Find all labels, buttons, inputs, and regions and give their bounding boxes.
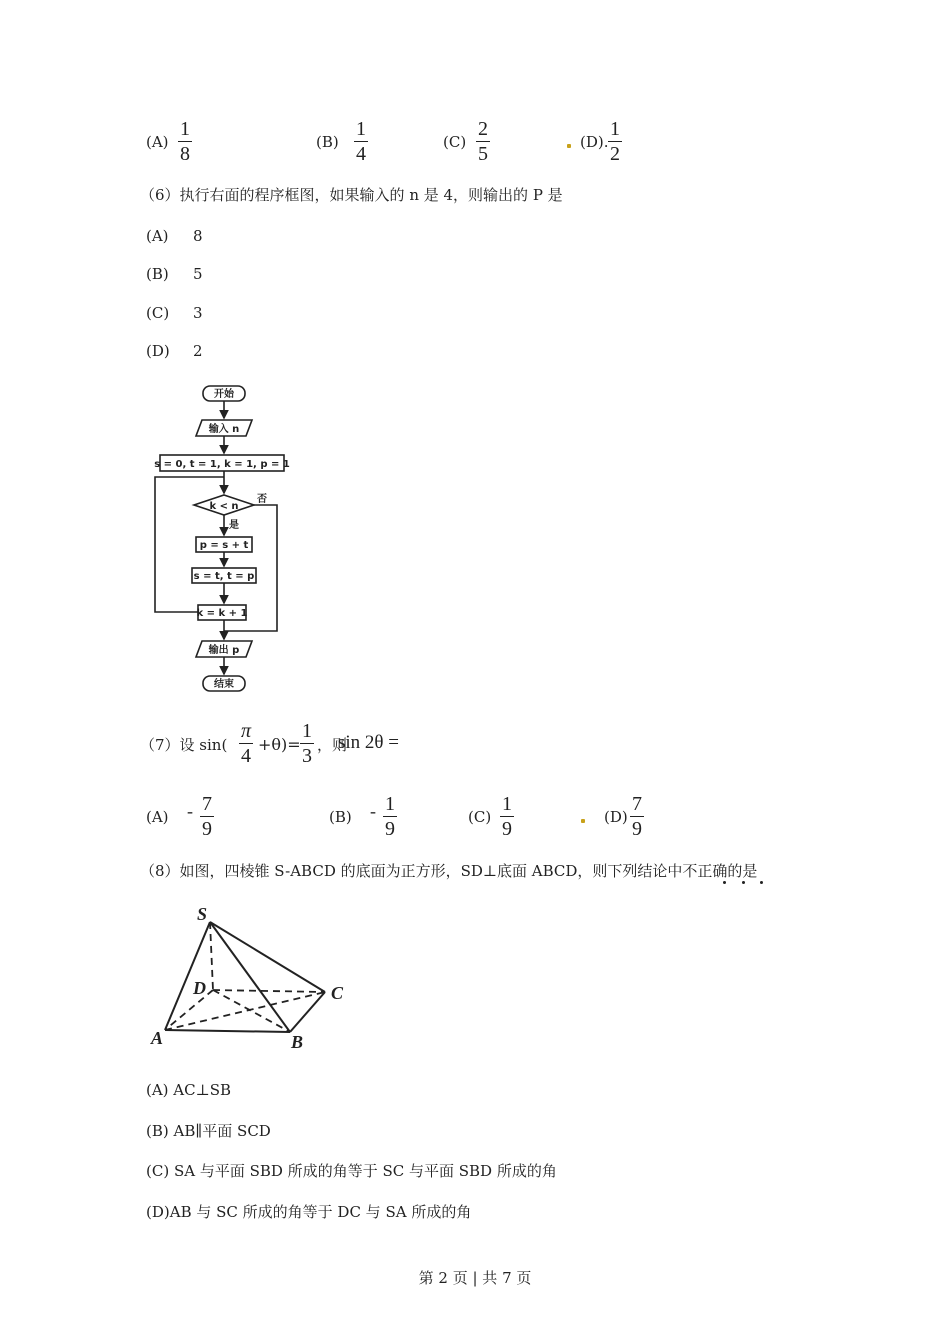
vertex-label-b: B bbox=[291, 1032, 304, 1052]
marker-dot bbox=[567, 144, 571, 148]
q7-option-d-label: (D) bbox=[604, 808, 628, 826]
flow-condition-text: k < n bbox=[209, 501, 239, 512]
edge-sc bbox=[210, 922, 325, 992]
flow-init-text: s = 0, t = 1, k = 1, p = 1 bbox=[154, 459, 290, 470]
numerator: 7 bbox=[632, 793, 642, 815]
q8-option-a: (A) AC⊥SB bbox=[146, 1081, 232, 1099]
q6-option-d-label: (D) bbox=[146, 342, 170, 360]
pyramid-diagram bbox=[145, 900, 360, 1055]
edge-ab bbox=[165, 1030, 290, 1032]
q8-stem: （8）如图，四棱锥 S-ABCD 的底面为正方形，SD⊥底面 ABCD，则下列结论中不正确的是 bbox=[140, 862, 758, 880]
numerator: 2 bbox=[478, 118, 488, 140]
denominator: 5 bbox=[478, 143, 488, 165]
q5-option-a-fraction bbox=[178, 118, 192, 165]
q7-suffix: ，则 bbox=[317, 736, 348, 754]
q5-option-c-fraction bbox=[476, 118, 490, 165]
vertex-label-s: S bbox=[197, 904, 208, 924]
q6-option-c-value: 3 bbox=[193, 304, 203, 322]
denominator: 2 bbox=[610, 143, 620, 165]
vertex-label-a: A bbox=[151, 1028, 164, 1048]
flow-yes-label: 是 bbox=[229, 520, 239, 531]
q6-stem: （6）执行右面的程序框图，如果输入的 n 是 4，则输出的 P 是 bbox=[140, 186, 563, 204]
q7-prefix: （7）设 sin( bbox=[140, 736, 228, 754]
q7-sin2theta: sin 2θ = bbox=[338, 732, 399, 753]
q7-option-a-label: (A) bbox=[146, 808, 169, 826]
edge-sa bbox=[165, 922, 210, 1030]
program-flowchart bbox=[150, 380, 290, 695]
q6-option-a-label: (A) bbox=[146, 227, 169, 245]
flow-step3-text: k = k + 1 bbox=[196, 608, 248, 619]
vertex-label-c: C bbox=[331, 983, 344, 1003]
q8-option-b: (B) AB∥平面 SCD bbox=[146, 1122, 271, 1140]
emphasis-dot bbox=[760, 881, 763, 884]
page-footer: 第 2 页 | 共 7 页 bbox=[418, 1269, 532, 1287]
q5-option-d-fraction bbox=[608, 118, 622, 165]
numerator: 1 bbox=[180, 118, 190, 140]
numerator: 1 bbox=[385, 793, 395, 815]
denominator: 4 bbox=[356, 143, 366, 165]
q6-option-a-value: 8 bbox=[193, 227, 203, 245]
q6-option-d-value: 2 bbox=[193, 342, 203, 360]
denominator: 4 bbox=[241, 745, 251, 767]
numerator: 1 bbox=[502, 793, 512, 815]
q8-option-c: (C) SA 与平面 SBD 所成的角等于 SC 与平面 SBD 所成的角 bbox=[146, 1162, 557, 1180]
flow-input-text: 输入 n bbox=[208, 424, 240, 435]
edge-sb bbox=[210, 922, 290, 1032]
numerator: π bbox=[240, 720, 252, 742]
diagonal-ac-hidden bbox=[165, 992, 325, 1030]
numerator: 7 bbox=[202, 793, 212, 815]
denominator: 8 bbox=[180, 143, 190, 165]
flow-step2-text: s = t, t = p bbox=[193, 571, 255, 582]
q5-option-a-label: (A) bbox=[146, 133, 169, 151]
q7-option-a-fraction bbox=[200, 793, 214, 840]
edge-dc-hidden bbox=[213, 990, 325, 992]
marker-dot bbox=[581, 819, 585, 823]
q5-option-d-label: (D). bbox=[580, 133, 609, 151]
flow-start-text: 开始 bbox=[214, 389, 234, 400]
edge-sd-hidden bbox=[210, 922, 213, 990]
flow-end-text: 结束 bbox=[214, 679, 234, 690]
diagonal-db-hidden bbox=[213, 990, 290, 1032]
q7-option-b-fraction bbox=[383, 793, 397, 840]
q5-option-c-label: (C) bbox=[443, 133, 467, 151]
edge-bc bbox=[290, 992, 325, 1032]
q8-option-d: (D)AB 与 SC 所成的角等于 DC 与 SA 所成的角 bbox=[146, 1203, 472, 1221]
q5-option-b-label: (B) bbox=[316, 133, 339, 151]
denominator: 9 bbox=[632, 818, 642, 840]
q6-option-b-label: (B) bbox=[146, 265, 169, 283]
vertex-label-d: D bbox=[193, 978, 206, 998]
numerator: 1 bbox=[610, 118, 620, 140]
q7-option-d-fraction bbox=[630, 793, 644, 840]
flow-step1-text: p = s + t bbox=[199, 540, 249, 551]
q7-option-a-sign: - bbox=[187, 801, 193, 821]
q6-option-b-value: 5 bbox=[193, 265, 203, 283]
flow-output-text: 输出 p bbox=[208, 645, 240, 656]
emphasis-dot bbox=[742, 881, 745, 884]
q7-option-b-sign: - bbox=[370, 801, 376, 821]
denominator: 9 bbox=[202, 818, 212, 840]
denominator: 9 bbox=[502, 818, 512, 840]
numerator: 1 bbox=[356, 118, 366, 140]
q5-option-b-fraction bbox=[354, 118, 368, 165]
q7-option-b-label: (B) bbox=[329, 808, 352, 826]
denominator: 9 bbox=[385, 818, 395, 840]
q7-value-fraction bbox=[300, 720, 314, 767]
flow-no-label: 否 bbox=[257, 494, 267, 505]
q6-option-c-label: (C) bbox=[146, 304, 170, 322]
q7-option-c-fraction bbox=[500, 793, 514, 840]
numerator: 1 bbox=[302, 720, 312, 742]
q7-option-c-label: (C) bbox=[468, 808, 492, 826]
denominator: 3 bbox=[302, 745, 312, 767]
emphasis-dot bbox=[723, 881, 726, 884]
q7-angle-fraction bbox=[239, 720, 253, 767]
q7-plus-theta: +θ)= bbox=[258, 735, 301, 754]
